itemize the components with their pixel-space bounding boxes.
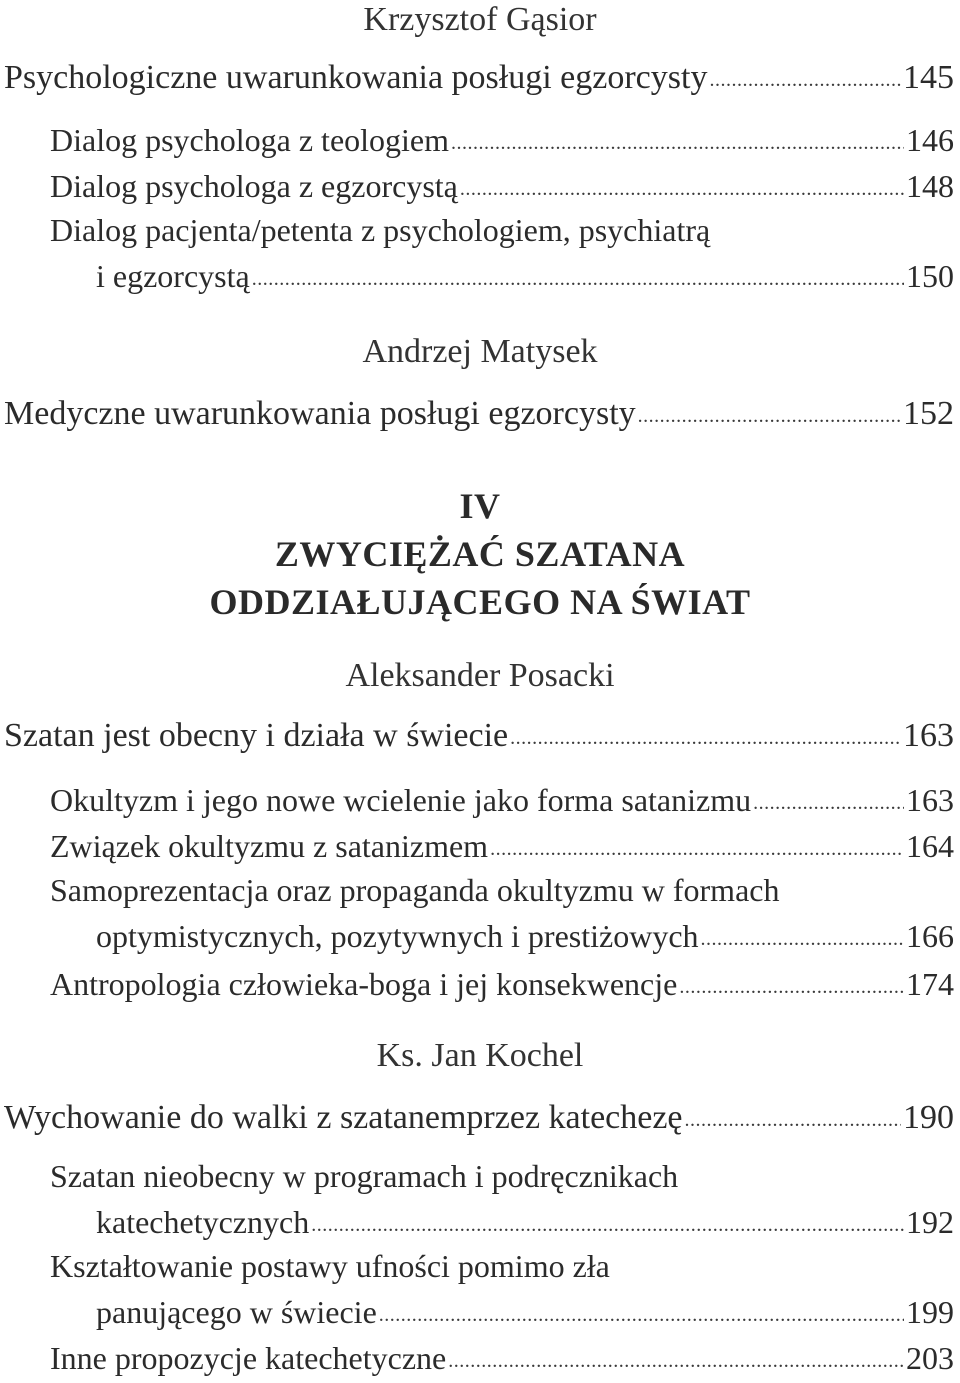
entry-title: Dialog psychologa z egzorcystą [50,168,458,204]
entry-title: Związek okultyzmu z satanizmem [50,828,489,864]
dot-leader [448,1341,904,1381]
toc-entry [4,58,954,102]
entry-title: Okultyzm i jego nowe wcielenie jako forma satanizmu [50,782,752,818]
toc-subentry [50,780,954,825]
page-number: 163 [903,717,954,754]
page-number: 164 [906,828,954,864]
page-number: 203 [906,1340,954,1376]
part-number: IV [459,486,501,526]
page-number: 166 [906,918,954,954]
entry-title: Medyczne uwarunkowania posługi egzorcysty [4,395,636,432]
page-number: 190 [903,1099,954,1136]
dot-leader [379,1295,904,1335]
dot-leader [701,919,904,959]
page-number: 145 [903,59,954,96]
dot-leader [252,259,904,299]
toc-subentry [50,826,954,871]
entry-title: Wychowanie do walki z szatanemprzez katechezę [4,1099,683,1136]
entry-title-line: Kształtowanie postawy ufności pomimo zła [50,1248,610,1284]
toc-entry [4,394,954,438]
entry-title: Inne propozycje katechetyczne [50,1340,447,1376]
dot-leader [451,123,904,163]
entry-title: Szatan jest obecny i działa w świecie [4,717,509,754]
entry-title: Dialog psychologa z teologiem [50,122,450,158]
toc-subentry [50,964,954,1009]
page-number: 163 [906,782,954,818]
entry-title-continuation: katechetycznych [96,1204,310,1240]
toc-subentry [50,166,954,211]
toc-subentry [96,256,954,301]
entry-title-continuation: optymistycznych, pozytywnych i prestiżowych [96,918,699,954]
part-title-line: ZWYCIĘŻAĆ SZATANA [274,534,686,574]
toc-entry [4,1098,954,1142]
page-number: 150 [906,258,954,294]
page-number: 146 [906,122,954,158]
dot-leader [679,967,904,1007]
toc-subentry [50,120,954,165]
part-title-line: ODDZIAŁUJĄCEGO NA ŚWIAT [209,582,751,622]
dot-leader [638,396,901,436]
page-number: 192 [906,1204,954,1240]
entry-title-continuation: panującego w świecie [96,1294,377,1330]
page-number: 152 [903,395,954,432]
entry-title-line: Samoprezentacja oraz propaganda okultyzmu w formach [50,872,780,908]
page-number: 174 [906,966,954,1002]
dot-leader [685,1100,901,1140]
entry-title-continuation: i egzorcystą [96,258,250,294]
author-name: Aleksander Posacki [345,657,615,694]
dot-leader [460,169,904,209]
dot-leader [490,829,904,869]
author-name: Krzysztof Gąsior [363,1,597,38]
entry-title-line: Szatan nieobecny w programach i podręcznikach [50,1158,679,1194]
toc-subentry [96,1292,954,1337]
toc-subentry [50,1338,954,1383]
author-name: Ks. Jan Kochel [376,1037,584,1074]
dot-leader [709,60,901,100]
entry-title-line: Dialog pacjenta/petenta z psychologiem, psychiatrą [50,212,711,248]
toc-subentry [96,916,954,961]
entry-title: Antropologia człowieka-boga i jej konsekwencje [50,966,678,1002]
toc-entry [4,716,954,760]
author-name: Andrzej Matysek [362,333,598,370]
dot-leader [510,718,901,758]
dot-leader [311,1205,904,1245]
dot-leader [753,783,904,823]
page-number: 148 [906,168,954,204]
entry-title: Psychologiczne uwarunkowania posługi egzorcysty [4,59,708,96]
toc-subentry [96,1202,954,1247]
page-number: 199 [906,1294,954,1330]
